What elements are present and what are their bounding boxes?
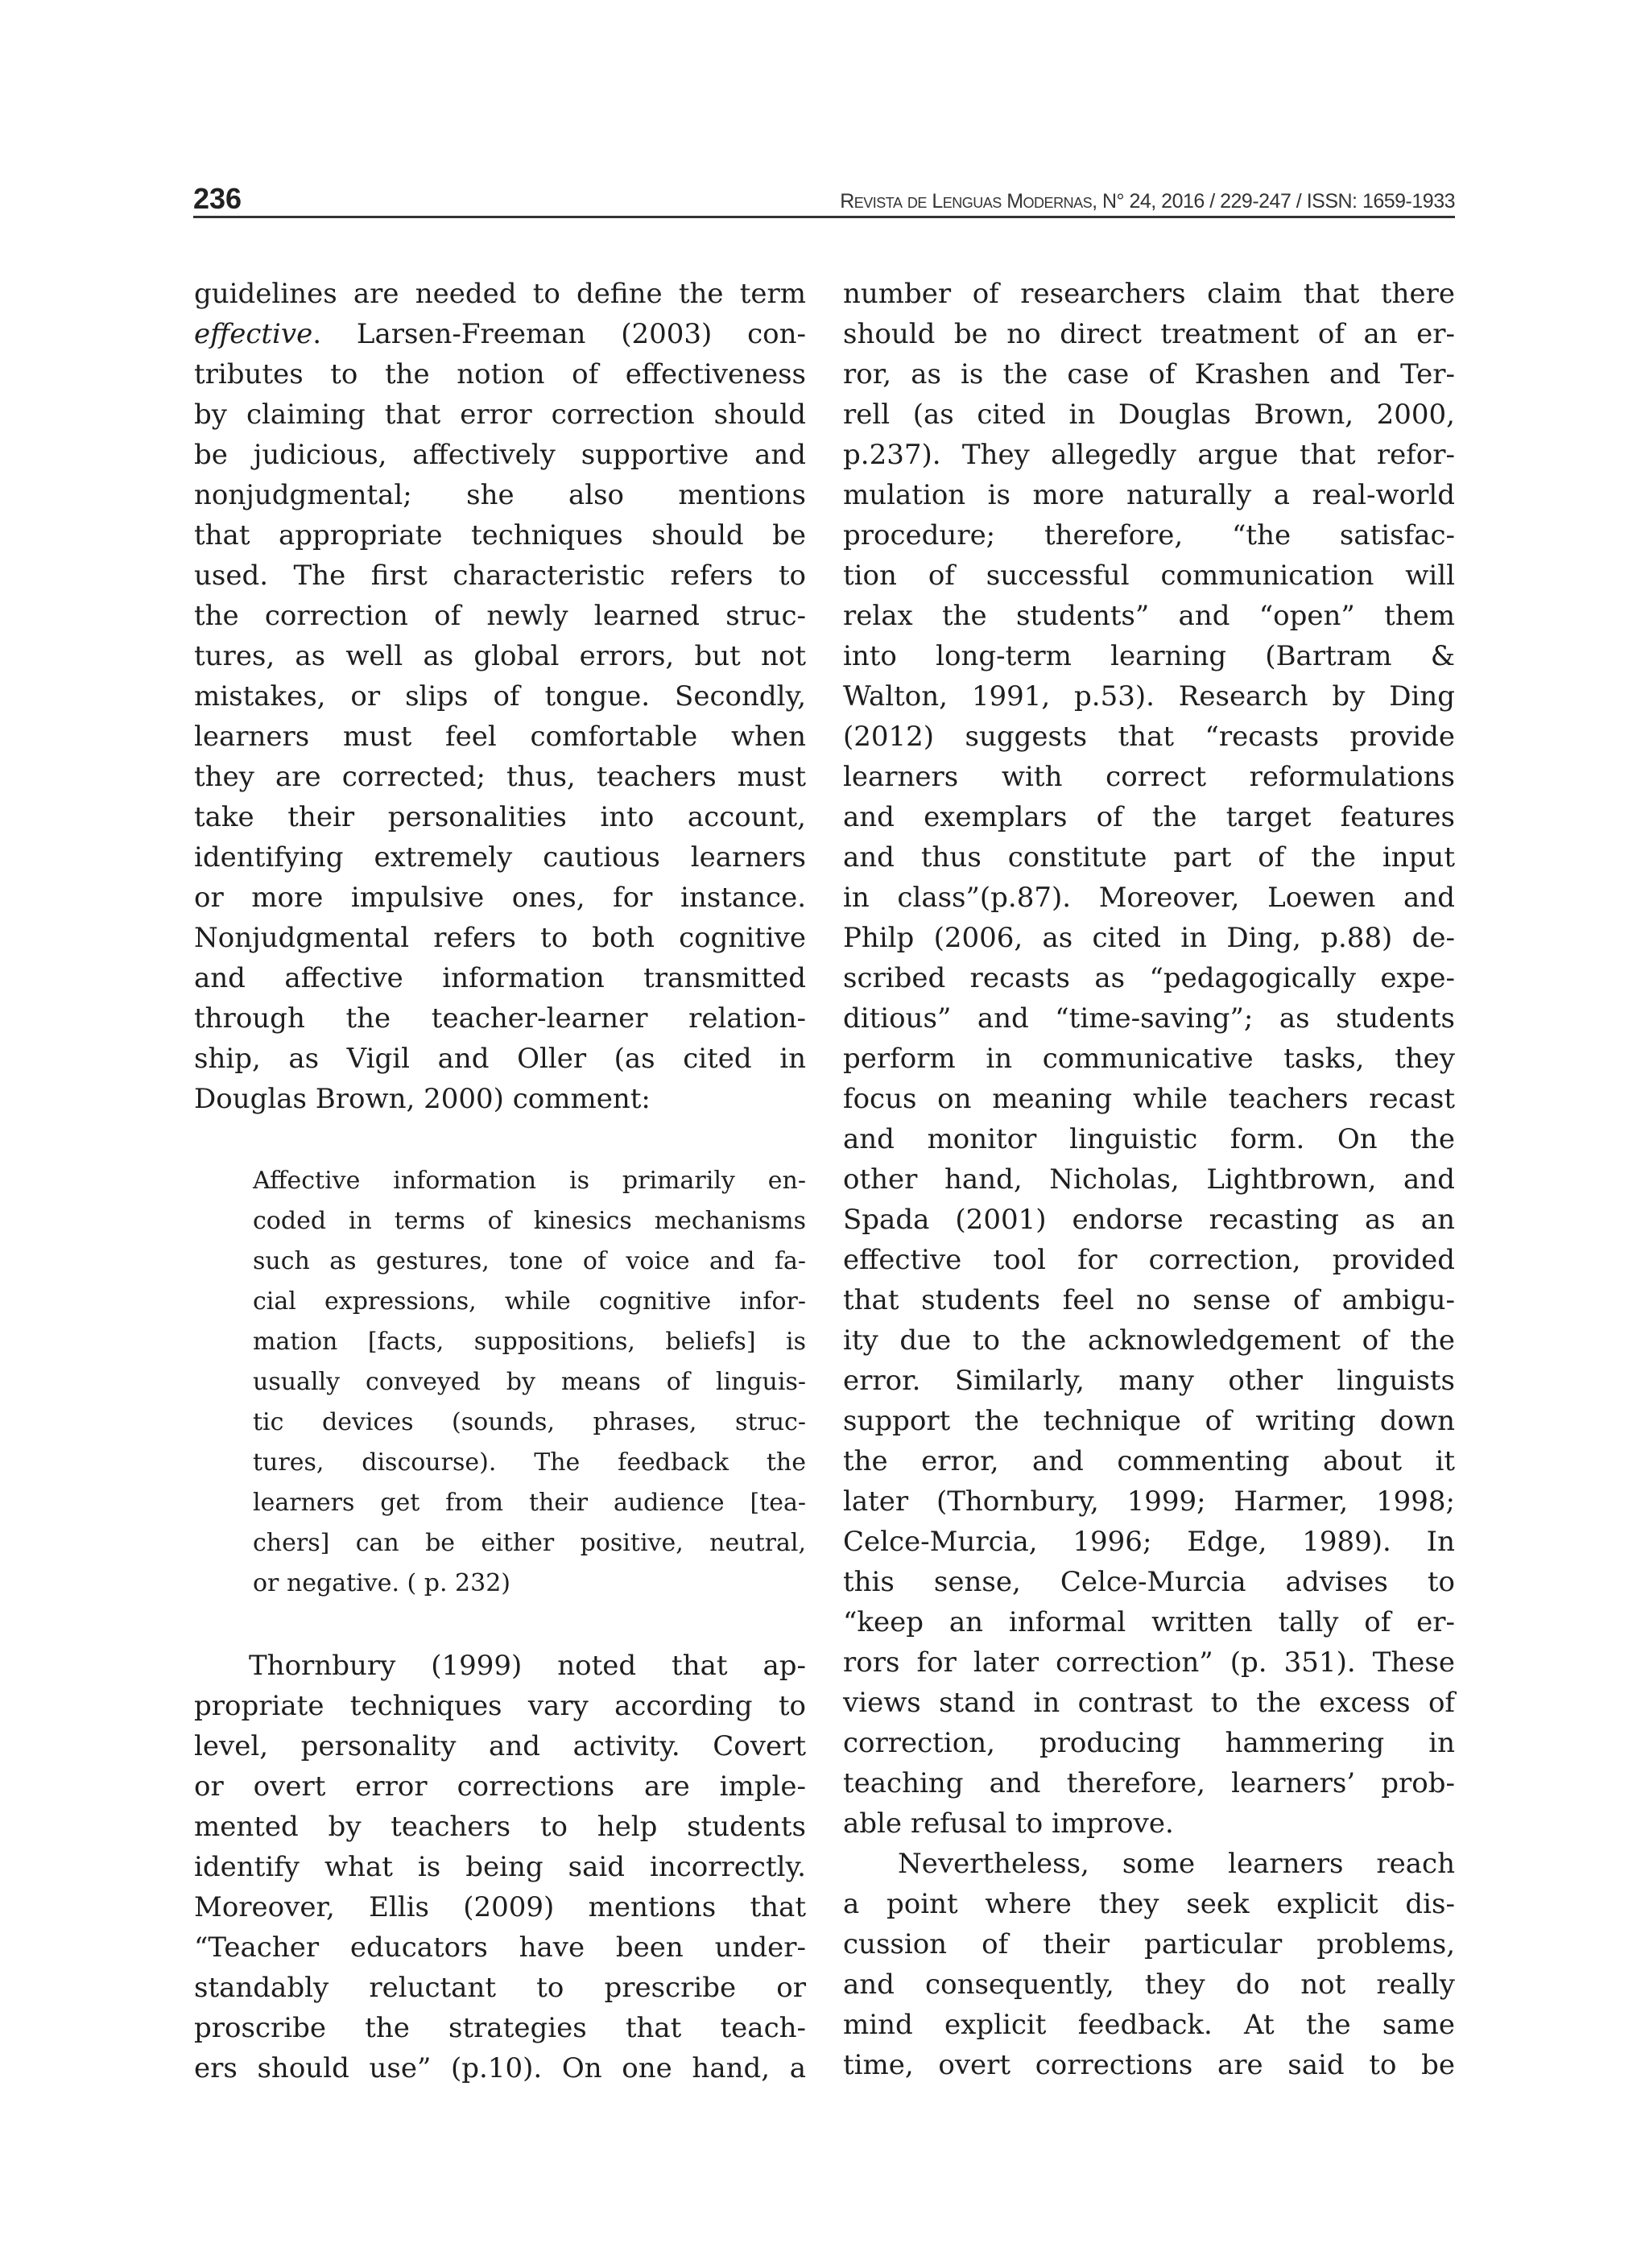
text-line: or negative. ( p. 232) — [253, 1569, 511, 1597]
text-line: proscribe the strategies that teach- — [194, 2012, 806, 2044]
text-line: Affective information is primarily en- — [253, 1167, 806, 1195]
text-line: guidelines are needed to define the term — [194, 278, 806, 310]
text-line: teaching and therefore, learners’ prob- — [843, 1767, 1455, 1799]
text-line: cial expressions, while cognitive infor- — [253, 1287, 806, 1316]
text-line: and consequently, they do not really — [843, 1968, 1455, 2001]
text-line: a point where they seek explicit dis- — [843, 1888, 1455, 1920]
text-line: the error, and commenting about it — [843, 1445, 1455, 1477]
text-line: procedure; therefore, “the satisfac- — [843, 519, 1455, 552]
paragraph — [194, 1646, 806, 2088]
text-line: mation [facts, suppositions, beliefs] is — [253, 1328, 806, 1356]
text-line: take their personalities into account, — [194, 801, 806, 833]
text-line: or more impulsive ones, for instance. — [194, 882, 806, 914]
text-line: this sense, Celce-Murcia advises to — [843, 1566, 1455, 1598]
text-line: identifying extremely cautious learners — [194, 841, 806, 874]
page-number: 236 — [193, 182, 242, 215]
text-line: mistakes, or slips of tongue. Secondly, — [194, 680, 806, 713]
text-line: learners with correct reformulations — [843, 761, 1455, 793]
text-line: the correction of newly learned struc- — [194, 600, 806, 632]
text-line: coded in terms of kinesics mechanisms — [253, 1207, 806, 1235]
paragraph — [843, 274, 1455, 1844]
text-line: should be no direct treatment of an er- — [843, 318, 1455, 350]
text-line: Walton, 1991, p.53). Research by Ding — [843, 680, 1455, 713]
text-line: in class”(p.87). Moreover, Loewen and — [843, 882, 1455, 914]
paragraph — [843, 1844, 1455, 2085]
text-line: chers] can be either positive, neutral, — [253, 1529, 806, 1557]
text-line: Moreover, Ellis (2009) mentions that — [194, 1891, 806, 1923]
text-line: and thus constitute part of the input — [843, 841, 1455, 874]
text-line: correction, producing hammering in — [843, 1727, 1455, 1759]
text-line: later (Thornbury, 1999; Harmer, 1998; — [843, 1485, 1455, 1518]
text-line: Douglas Brown, 2000) comment: — [194, 1083, 651, 1115]
text-line: rors for later correction” (p. 351). These — [843, 1646, 1455, 1679]
text-line: support the technique of writing down — [843, 1405, 1455, 1437]
paragraph — [194, 274, 806, 1119]
text-line: Thornbury (1999) noted that ap- — [249, 1650, 806, 1682]
text-line: Philp (2006, as cited in Ding, p.88) de- — [843, 922, 1455, 954]
text-line: “Teacher educators have been under- — [194, 1931, 806, 1964]
text-line: ditious” and “time-saving”; as students — [843, 1002, 1455, 1035]
text-line: Celce-Murcia, 1996; Edge, 1989). In — [843, 1526, 1455, 1558]
text-line: able refusal to improve. — [843, 1807, 1174, 1840]
text-line: and affective information transmitted — [194, 962, 806, 994]
text-line: level, personality and activity. Covert — [194, 1730, 806, 1762]
text-line: time, overt corrections are said to be — [843, 2049, 1455, 2081]
text-line: other hand, Nicholas, Lightbrown, and — [843, 1163, 1455, 1196]
text-line: p.237). They allegedly argue that refor- — [843, 439, 1455, 471]
text-line: (2012) suggests that “recasts provide — [843, 721, 1455, 753]
text-line: mind explicit feedback. At the same — [843, 2009, 1455, 2041]
left-column — [194, 274, 806, 2088]
text-line: ror, as is the case of Krashen and Ter- — [843, 358, 1455, 390]
text-line: mented by teachers to help students — [194, 1811, 806, 1843]
text-line: ers should use” (p.10). On one hand, a — [194, 2052, 806, 2084]
text-line: Nevertheless, some learners reach — [898, 1848, 1455, 1880]
text-line: learners get from their audience [tea- — [253, 1489, 806, 1517]
text-line: they are corrected; thus, teachers must — [194, 761, 806, 793]
text-line: cussion of their particular problems, — [843, 1928, 1455, 1960]
text-line: propriate techniques vary according to — [194, 1690, 806, 1722]
block-quote — [194, 1161, 806, 1604]
text-line: perform in communicative tasks, they — [843, 1043, 1455, 1075]
text-line: Spada (2001) endorse recasting as an — [843, 1204, 1455, 1236]
text-line: rell (as cited in Douglas Brown, 2000, — [843, 399, 1455, 431]
text-line: relax the students” and “open” them — [843, 600, 1455, 632]
text-line: that appropriate techniques should be — [194, 519, 806, 552]
text-line: usually conveyed by means of linguis- — [253, 1368, 806, 1396]
text-line: or overt error corrections are imple- — [194, 1770, 806, 1803]
text-line: by claiming that error correction should — [194, 399, 806, 431]
text-line: into long-term learning (Bartram & — [843, 640, 1455, 672]
text-line: focus on meaning while teachers recast — [843, 1083, 1455, 1115]
right-column — [843, 274, 1455, 2085]
text-line: be judicious, affectively supportive and — [194, 439, 806, 471]
text-line: through the teacher-learner relation- — [194, 1002, 806, 1035]
text-line: effective tool for correction, provided — [843, 1244, 1455, 1276]
text-line: mulation is more naturally a real-world — [843, 479, 1455, 511]
text-line: and exemplars of the target features — [843, 801, 1455, 833]
text-line: learners must feel comfortable when — [194, 721, 806, 753]
text-line: used. The first characteristic refers to — [194, 560, 806, 592]
text-line: error. Similarly, many other linguists — [843, 1365, 1455, 1397]
text-line: standably reluctant to prescribe or — [194, 1972, 806, 2004]
text-line: number of researchers claim that there — [843, 278, 1455, 310]
text-line: views stand in contrast to the excess of — [843, 1687, 1455, 1719]
text-line: such as gestures, tone of voice and fa- — [253, 1247, 806, 1275]
text-line: ship, as Vigil and Oller (as cited in — [194, 1043, 806, 1075]
text-line: nonjudgmental; she also mentions — [194, 479, 806, 511]
text-line: and monitor linguistic form. On the — [843, 1123, 1455, 1155]
text-line: scribed recasts as “pedagogically expe- — [843, 962, 1455, 994]
text-line: tributes to the notion of effectiveness — [194, 358, 806, 390]
running-header-journal: Revista de Lenguas Modernas, N° 24, 2016 / 229-247 / ISSN: 1659-1933 — [840, 190, 1455, 213]
text-line: “keep an informal written tally of er- — [843, 1606, 1455, 1638]
text-line: that students feel no sense of ambigu- — [843, 1284, 1455, 1316]
text-line: ity due to the acknowledgement of the — [843, 1324, 1455, 1357]
text-line: Nonjudgmental refers to both cognitive — [194, 922, 806, 954]
italic-term: effective — [194, 318, 313, 350]
text-line — [194, 314, 806, 354]
text-line: tures, discourse). The feedback the — [253, 1448, 806, 1477]
text-line: identify what is being said incorrectly. — [194, 1851, 806, 1883]
text-line: tures, as well as global errors, but not — [194, 640, 806, 672]
text-run: . Larsen-Freeman (2003) con- — [312, 318, 806, 350]
text-line: tion of successful communication will — [843, 560, 1455, 592]
header-rule — [193, 216, 1455, 218]
text-line: tic devices (sounds, phrases, struc- — [253, 1408, 806, 1436]
